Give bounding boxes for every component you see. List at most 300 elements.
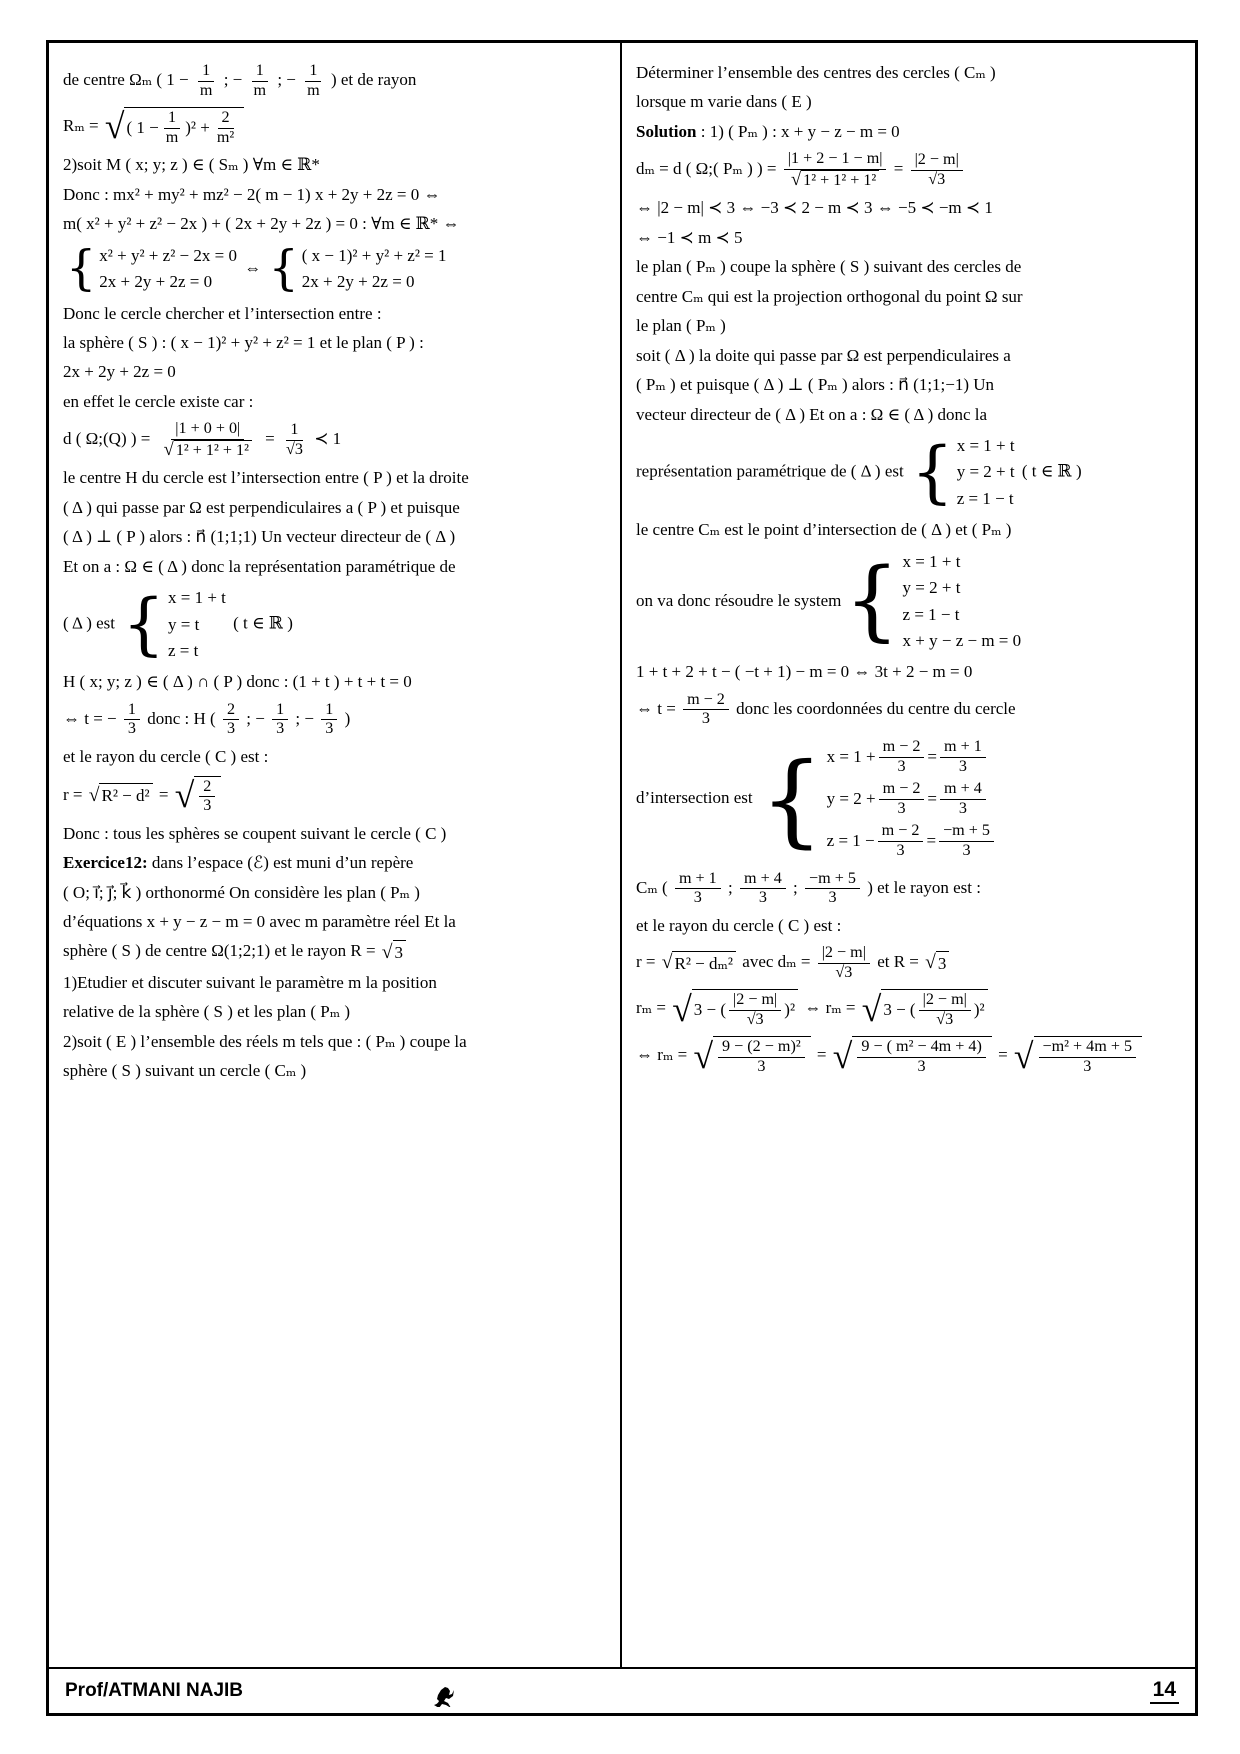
- fraction: [683, 691, 729, 729]
- equation-system: [844, 549, 1021, 655]
- fraction-numerator: [940, 780, 986, 800]
- math-line: [63, 184, 608, 206]
- math-line: [63, 911, 608, 933]
- math-text: =: [927, 789, 938, 809]
- math-line: [63, 361, 608, 383]
- math-text: la sphère ( S ) : ( x − 1)² + y² + z² = 1 et le plan ( P ) :: [63, 332, 424, 352]
- radicand: [852, 1036, 991, 1076]
- math-text: m + 4: [944, 780, 982, 798]
- math-line: [63, 852, 608, 874]
- math-line: [63, 467, 608, 489]
- fraction-denominator: [272, 720, 288, 739]
- math-line: [636, 345, 1183, 367]
- equation-system: [911, 433, 1015, 512]
- math-text: y = 2 + t: [902, 578, 961, 598]
- math-text: m: [199, 81, 213, 99]
- radical-sign-icon: √: [163, 438, 174, 460]
- math-text: √3: [928, 170, 946, 188]
- math-line: [63, 972, 608, 994]
- fraction-numerator: [940, 738, 986, 758]
- math-text: √3: [936, 1010, 954, 1028]
- square-root: [662, 951, 736, 975]
- radicand: [881, 989, 987, 1029]
- math-line: [63, 213, 608, 235]
- fraction-denominator: [955, 758, 971, 777]
- math-text: √3: [835, 963, 853, 981]
- fraction: [272, 701, 288, 739]
- brace-icon: {: [66, 240, 97, 296]
- system-row: [903, 628, 1022, 654]
- fraction-numerator: [879, 780, 925, 800]
- math-text: Rₘ =: [63, 116, 103, 136]
- fraction-denominator: [196, 82, 217, 101]
- math-text: r =: [636, 952, 660, 972]
- math-text: R² − d²: [101, 786, 150, 806]
- math-text: 3: [127, 720, 136, 738]
- math-text: 3: [917, 1058, 926, 1076]
- math-line: [63, 391, 608, 413]
- math-text: ⇔: [239, 257, 266, 277]
- fraction: [1039, 1038, 1137, 1076]
- fraction-denominator: [914, 1058, 930, 1077]
- math-text: m + 4: [743, 869, 782, 887]
- math-text: d’équations x + y − z − m = 0 avec m paramètre réel Et la: [63, 911, 456, 931]
- brace-icon: {: [268, 240, 299, 296]
- radicand: [124, 107, 244, 147]
- math-text: m + 1: [678, 869, 717, 887]
- system-row: [302, 269, 415, 295]
- fraction-numerator: [919, 991, 971, 1011]
- math-text: 1: [255, 62, 264, 79]
- math-line: [636, 870, 1183, 908]
- math-text: Donc : tous les sphères se coupent suivant le cercle ( C ): [63, 823, 447, 843]
- fraction-numerator: [1039, 1038, 1137, 1058]
- math-text: =: [926, 831, 937, 851]
- math-text: 1 + t + 2 + t − ( −t + 1) − m = 0 ⇔ 3t + 2 − m = 0: [636, 662, 973, 682]
- math-line: [63, 420, 608, 460]
- fraction: [878, 822, 924, 860]
- fraction-numerator: [124, 701, 140, 721]
- fraction: [196, 62, 217, 100]
- math-text: 2: [221, 109, 230, 127]
- radicand: [692, 989, 798, 1029]
- math-text: z = 1 −: [826, 831, 875, 851]
- math-text: 3: [325, 720, 334, 738]
- math-line: [63, 1031, 608, 1053]
- math-text: 1)Etudier et discuter suivant le paramètre m la position: [63, 972, 437, 992]
- radical-sign-icon: √: [88, 784, 100, 806]
- system-row: [903, 602, 960, 628]
- math-text: le centre Cₘ est le point d’intersection de ( Δ ) et ( Pₘ ): [636, 520, 1012, 540]
- math-text: √3: [286, 440, 303, 458]
- author-name: Prof/ATMANI NAJIB: [65, 1680, 244, 1701]
- math-line: [636, 62, 1183, 84]
- math-line: [636, 549, 1183, 655]
- math-text: ⇔ t =: [636, 698, 681, 718]
- math-text: ) et de rayon: [326, 69, 417, 89]
- square-root: [382, 940, 406, 964]
- math-text: 2: [203, 777, 212, 795]
- math-line: [63, 701, 608, 739]
- math-text: ⇔ |2 − m| ≺ 3 ⇔ −3 ≺ 2 − m ≺ 3 ⇔ −5 ≺ −m ≺ 1: [636, 198, 993, 218]
- math-text: =: [812, 1045, 831, 1065]
- math-text: 3: [1083, 1058, 1092, 1076]
- math-text: z = 1 − t: [956, 488, 1014, 508]
- math-text: 3: [276, 720, 285, 738]
- fraction-numerator: [321, 701, 337, 721]
- radical-sign-icon: √: [174, 774, 195, 815]
- math-text: ⇔ rₘ =: [800, 998, 860, 1018]
- math-line: [636, 404, 1183, 426]
- math-text: le plan ( Pₘ ): [636, 316, 726, 336]
- system-row: [168, 585, 226, 611]
- math-line: [63, 497, 608, 519]
- fraction: [199, 778, 215, 816]
- fraction-denominator: [321, 720, 337, 739]
- math-text: sphère ( S ) de centre Ω(1;2;1) et le rayon R =: [63, 941, 380, 961]
- fraction-numerator: [879, 738, 925, 758]
- fraction: [282, 421, 307, 459]
- radical-sign-icon: √: [661, 952, 673, 974]
- math-text: z = 1 − t: [902, 604, 960, 624]
- fraction-numerator: [223, 701, 239, 721]
- fraction-denominator: [924, 171, 949, 190]
- math-text: m + 1: [944, 738, 982, 756]
- fraction-denominator: [932, 1011, 957, 1030]
- radical-sign-icon: √: [1013, 1035, 1034, 1076]
- system-row: [903, 575, 961, 601]
- math-line: [636, 736, 1183, 862]
- fraction-denominator: [785, 170, 885, 191]
- math-text: d’intersection est: [636, 788, 757, 808]
- math-text: x = 1 + t: [902, 551, 961, 571]
- radicand: [194, 776, 221, 816]
- math-text: et R =: [872, 952, 924, 972]
- math-text: de centre Ωₘ ( 1 −: [63, 69, 193, 89]
- fraction-numerator: [911, 151, 963, 171]
- math-text: rₘ =: [636, 998, 671, 1018]
- math-text: Donc le cercle chercher et l’intersection entre :: [63, 303, 382, 323]
- fraction-numerator: [805, 870, 860, 890]
- fraction-denominator: [250, 82, 271, 101]
- math-text: m − 2: [881, 822, 920, 840]
- radicand: [393, 940, 407, 964]
- fraction-numerator: [683, 691, 729, 711]
- math-text: 2)soit M ( x; y; z ) ∈ ( Sₘ ) ∀m ∈ ℝ*: [63, 155, 320, 175]
- math-text: 1: [127, 700, 136, 718]
- square-root: [791, 170, 879, 191]
- math-text: ; −: [291, 708, 319, 728]
- fraction-denominator: [893, 758, 909, 777]
- math-text: ⇔ rₘ =: [636, 1045, 692, 1065]
- math-text: 3: [203, 797, 212, 815]
- math-line: [63, 882, 608, 904]
- math-text: x = 1 +: [826, 746, 876, 766]
- math-text: ;: [788, 877, 803, 897]
- fraction-denominator: [282, 441, 307, 460]
- math-line: [63, 62, 608, 100]
- math-text: H ( x; y; z ) ∈ ( Δ ) ∩ ( P ) donc : (1 + t ) + t + t = 0: [63, 672, 412, 692]
- math-text: )² +: [185, 118, 210, 138]
- math-text: 3: [828, 889, 837, 907]
- math-text: 3: [958, 799, 967, 817]
- fraction-denominator: [124, 720, 140, 739]
- math-text: 1: [325, 700, 334, 718]
- math-text: d ( Ω;(Q) ) =: [63, 429, 155, 449]
- math-text: =: [993, 1045, 1012, 1065]
- radical-sign-icon: √: [381, 941, 393, 963]
- fraction-numerator: [305, 62, 321, 82]
- brace-icon: {: [122, 585, 165, 664]
- math-line: [636, 915, 1183, 937]
- fraction-denominator: [690, 889, 706, 908]
- math-line: [636, 944, 1183, 982]
- fraction-numerator: [718, 1038, 805, 1058]
- fraction-numerator: [252, 62, 268, 82]
- math-text: et le rayon du cercle ( C ) est :: [636, 915, 842, 935]
- square-root: [164, 440, 252, 461]
- fraction-denominator: [303, 82, 324, 101]
- fraction-denominator: [213, 129, 238, 148]
- math-text: ⇔ −1 ≺ m ≺ 5: [636, 227, 743, 247]
- math-text: ( Pₘ ) et puisque ( Δ ) ⊥ ( Pₘ ) alors : n⃗ (1;1;−1) Un: [636, 375, 995, 395]
- fraction-denominator: [1079, 1058, 1095, 1077]
- math-text: sphère ( S ) suivant un cercle ( Cₘ ): [63, 1061, 307, 1081]
- math-text: x = 1 + t: [956, 435, 1015, 455]
- fraction-denominator: [893, 842, 909, 861]
- system-row: [957, 459, 1015, 485]
- radicand: [174, 440, 252, 461]
- math-text: y = 2 +: [826, 789, 876, 809]
- math-text: r =: [63, 784, 87, 804]
- radicand: [672, 951, 736, 975]
- math-text: : 1) ( Pₘ ) : x + y − z − m = 0: [696, 121, 900, 141]
- math-text: ( Δ ) est: [63, 613, 120, 633]
- math-text: et le rayon du cercle ( C ) est :: [63, 747, 269, 767]
- square-root: [833, 1036, 992, 1076]
- system-row: [168, 612, 199, 638]
- math-line: [63, 746, 608, 768]
- math-line: [63, 823, 608, 845]
- math-text: |2 − m|: [914, 151, 959, 169]
- math-text: 2x + 2y + 2z = 0: [63, 362, 176, 382]
- math-text: 1: [167, 109, 177, 127]
- fraction-numerator: [286, 421, 302, 441]
- fraction: [818, 944, 870, 982]
- radical-sign-icon: √: [672, 988, 692, 1029]
- math-text: 1: [309, 62, 318, 79]
- square-root: [693, 1036, 810, 1076]
- math-text: donc les coordonnées du centre du cercle: [731, 698, 1016, 718]
- fraction: [879, 780, 925, 818]
- brace-icon: {: [910, 433, 954, 512]
- math-text: |2 − m|: [821, 944, 866, 962]
- fraction: [213, 109, 238, 147]
- math-line: [636, 374, 1183, 396]
- math-text: |1 + 0 + 0|: [175, 420, 241, 438]
- fraction: [162, 109, 183, 147]
- fraction-numerator: [878, 822, 924, 842]
- math-text: ( Δ ) ⊥ ( P ) alors : n⃗ (1;1;1) Un vecteur directeur de ( Δ ): [63, 527, 456, 547]
- fraction: [729, 991, 781, 1029]
- math-text: 3 − (: [693, 1000, 727, 1020]
- fraction-denominator: [199, 797, 215, 816]
- math-text: 1² + 1² + 1²: [803, 171, 877, 189]
- math-text: |2 − m|: [922, 991, 967, 1009]
- fraction: [303, 62, 324, 100]
- math-text: √3: [746, 1010, 764, 1028]
- fraction-denominator: [743, 1011, 768, 1030]
- math-text: lorsque m varie dans ( E ): [636, 92, 812, 112]
- math-text: avec dₘ =: [738, 952, 815, 972]
- fraction-denominator: [162, 129, 183, 148]
- two-column-layout: [49, 43, 1195, 1667]
- math-text: vecteur directeur de ( Δ ) Et on a : Ω ∈ ( Δ ) donc la: [636, 404, 988, 424]
- math-text: 2)soit ( E ) l’ensemble des réels m tels que : ( Pₘ ) coupe la: [63, 1031, 467, 1051]
- fraction: [805, 870, 860, 908]
- fraction-denominator: [893, 800, 909, 819]
- system-row: [957, 433, 1015, 459]
- math-line: [63, 556, 608, 578]
- math-line: [63, 1001, 608, 1023]
- fraction-numerator: [939, 822, 994, 842]
- fraction-denominator: [958, 842, 974, 861]
- math-text: ( 1 −: [126, 118, 159, 138]
- fraction: [250, 62, 271, 100]
- square-root: [105, 107, 244, 147]
- math-text: Donc : mx² + my² + mz² − 2( m − 1) x + 2y + 2z = 0 ⇔: [63, 184, 441, 204]
- fraction: [939, 822, 994, 860]
- math-text: 1: [290, 421, 299, 439]
- math-text: |1 + 2 − 1 − m|: [787, 150, 883, 168]
- math-text: ( O; i⃗; j⃗; k⃗ ) orthonormé On considère les plan ( Pₘ ): [63, 882, 420, 902]
- math-text: ) et le rayon est :: [862, 877, 981, 897]
- math-line: [636, 519, 1183, 541]
- math-line: [636, 1036, 1183, 1076]
- system-rows: [99, 243, 237, 296]
- fraction: [740, 870, 786, 908]
- fraction-numerator: [199, 778, 215, 798]
- fraction: [675, 870, 721, 908]
- square-root: [672, 989, 798, 1029]
- math-text: 1: [276, 700, 285, 718]
- fraction: [784, 150, 887, 190]
- fraction: [223, 701, 239, 739]
- math-text: ( Δ ) qui passe par Ω est perpendiculaires a ( P ) et puisque: [63, 497, 460, 517]
- radical-sign-icon: √: [104, 106, 125, 147]
- math-text: on va donc résoudre le system: [636, 590, 842, 610]
- math-line: [63, 526, 608, 548]
- math-line: [636, 121, 1183, 143]
- math-text: 3: [758, 889, 767, 907]
- math-text: m − 2: [882, 738, 921, 756]
- math-text: =: [889, 159, 908, 179]
- math-text: z = t: [167, 641, 199, 661]
- system-rows: [168, 585, 226, 664]
- math-text: 1: [202, 62, 211, 79]
- system-rows: [903, 549, 1022, 655]
- fraction: [857, 1038, 985, 1076]
- math-text: m: [165, 128, 179, 146]
- math-text: y = 2 + t: [956, 462, 1015, 482]
- system-rows: [827, 736, 997, 862]
- math-line: [63, 671, 608, 693]
- fraction: [919, 991, 971, 1029]
- fraction-numerator: [729, 991, 781, 1011]
- fraction-denominator: [824, 889, 840, 908]
- equation-system: [760, 736, 997, 862]
- math-text: 9 − (2 − m)²: [722, 1038, 801, 1056]
- fraction-numerator: [164, 109, 180, 129]
- page-number: 14: [1150, 1678, 1179, 1704]
- radical-sign-icon: √: [693, 1035, 714, 1076]
- square-root: [862, 989, 988, 1029]
- fraction-denominator: [223, 720, 239, 739]
- math-text: le centre H du cercle est l’intersection entre ( P ) et la droite: [63, 468, 469, 488]
- math-text: 2: [226, 700, 236, 718]
- bold-text: Solution: [636, 121, 697, 141]
- system-rows: [302, 243, 447, 296]
- system-rows: [957, 433, 1015, 512]
- math-text: 2x + 2y + 2z = 0: [99, 272, 213, 292]
- math-text: représentation paramétrique de ( Δ ) est: [636, 461, 908, 481]
- radicand: [1034, 1036, 1143, 1076]
- fraction: [321, 701, 337, 739]
- radicand: [936, 951, 950, 975]
- math-text: 3: [897, 799, 906, 817]
- math-text: |2 − m|: [733, 991, 778, 1009]
- math-text: soit ( Δ ) la doite qui passe par Ω est perpendiculaires a: [636, 345, 1011, 365]
- math-text: dans l’espace (ℰ) est muni d’un repère: [147, 853, 414, 873]
- system-row: [827, 736, 989, 778]
- math-text: 3 − (: [883, 1000, 916, 1020]
- fraction-denominator: [698, 710, 714, 729]
- math-text: ; −: [273, 69, 301, 89]
- math-text: le plan ( Pₘ ) coupe la sphère ( S ) suivant des cercles de: [636, 257, 1022, 277]
- math-text: 3: [958, 757, 967, 775]
- math-text: ;: [723, 877, 737, 897]
- math-line: [63, 240, 608, 296]
- math-line: [636, 91, 1183, 113]
- radicand: [801, 170, 879, 191]
- math-text: )²: [784, 1000, 796, 1020]
- fraction-numerator: [675, 870, 721, 890]
- math-text: =: [260, 429, 279, 449]
- math-line: [636, 661, 1183, 683]
- math-text: x + y − z − m = 0: [902, 631, 1022, 651]
- math-text: m( x² + y² + z² − 2x ) + ( 2x + 2y + 2z ) = 0 : ∀m ∈ ℝ* ⇔: [63, 214, 460, 234]
- math-text: )²: [973, 1000, 985, 1020]
- fraction-denominator: [755, 889, 771, 908]
- math-text: R² − dₘ²: [674, 953, 734, 973]
- scorpion-logo-icon: [428, 1675, 458, 1707]
- math-text: ( t ∈ ℝ ): [228, 613, 293, 633]
- footer: [49, 1667, 1195, 1713]
- system-row: [903, 549, 961, 575]
- math-text: en effet le cercle existe car :: [63, 391, 254, 411]
- fraction-denominator: [753, 1058, 769, 1077]
- radical-sign-icon: √: [832, 1035, 853, 1076]
- math-text: Et on a : Ω ∈ ( Δ ) donc la représentation paramétrique de: [63, 556, 456, 576]
- equation-system: [268, 240, 447, 296]
- math-text: 3: [757, 1058, 766, 1076]
- math-text: x = 1 + t: [167, 588, 226, 608]
- math-text: =: [154, 784, 173, 804]
- fraction: [158, 420, 258, 460]
- square-root: [1014, 1036, 1142, 1076]
- math-text: −m + 5: [809, 869, 856, 887]
- math-line: [636, 691, 1183, 729]
